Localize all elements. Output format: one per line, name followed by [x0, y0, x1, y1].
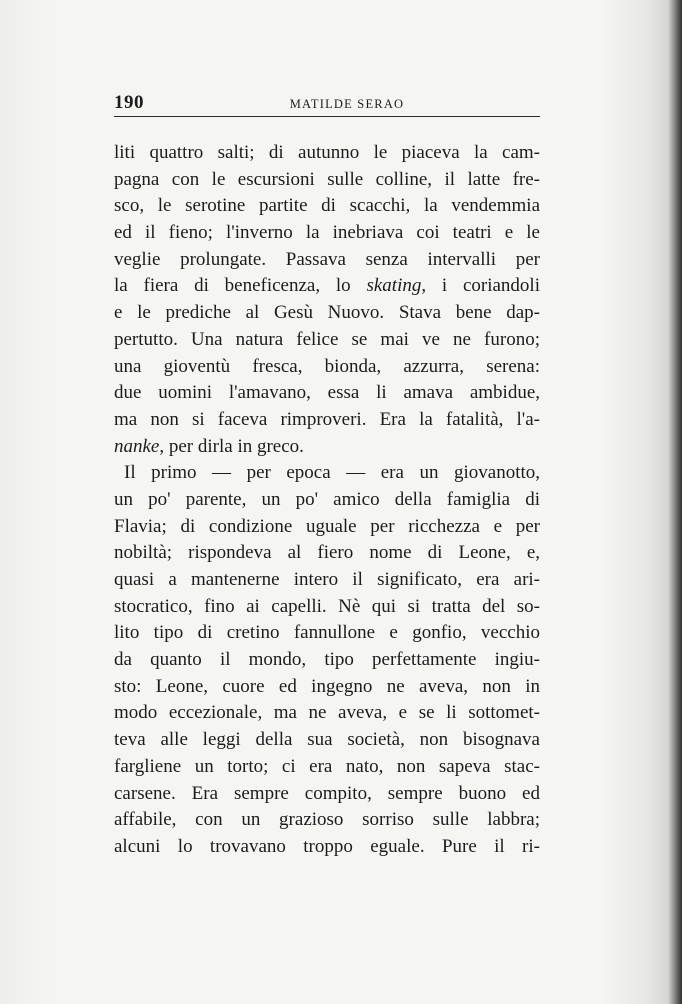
text-line: Flavia; di condizione uguale per ricchezza e per [114, 515, 540, 537]
text-line: sco, le serotine partite di scacchi, la vendemmia [114, 195, 540, 217]
text-line: quasi a mantenerne intero il significato, era ari- [114, 569, 540, 590]
text-line: lito tipo di cretino fannullone e gonfio, vecchio [114, 622, 540, 644]
text-line: modo eccezionale, ma ne aveva, e se li sottomet- [114, 702, 540, 724]
text-line: una gioventù fresca, bionda, azzurra, serena: [114, 355, 540, 377]
text-line: e le prediche al Gesù Nuovo. Stava bene dap- [114, 302, 540, 324]
text-line: Il primo — per epoca — era un giovanotto, [124, 462, 540, 484]
text-line: nanke, per dirla in greco. [114, 435, 304, 457]
text-line: un po' parente, un po' amico della famiglia di [114, 488, 540, 510]
text-line: nobiltà; rispondeva al fiero nome di Leone, e, [114, 542, 540, 564]
text-line: sto: Leone, cuore ed ingegno ne aveva, non in [114, 675, 540, 697]
text-line: alcuni lo trovavano troppo eguale. Pure il ri- [114, 835, 540, 857]
text-line: veglie prolungate. Passava senza intervalli per [114, 248, 540, 270]
text-line: due uomini l'amavano, essa li amava ambidue, [114, 382, 540, 404]
text-line: pagna con le escursioni sulle colline, il latte fre- [114, 168, 540, 190]
body-text [114, 140, 540, 861]
text-line: la fiera di beneficenza, lo skating, i coriandoli [114, 275, 540, 297]
text-line: pertutto. Una natura felice se mai ve ne furono; [114, 328, 540, 350]
text-line: liti quattro salti; di autunno le piaceva la cam- [114, 142, 540, 163]
text-line: carsene. Era sempre compito, sempre buono ed [114, 782, 540, 804]
italic-word: skating [366, 275, 422, 297]
text-line: da quanto il mondo, tipo perfettamente ingiu- [114, 649, 540, 671]
italic-word: nanke [114, 435, 160, 457]
page-spine-shadow [668, 0, 682, 1004]
page-number: 190 [114, 92, 144, 113]
page-header [114, 92, 540, 117]
running-title: MATILDE SERAO [289, 97, 405, 111]
text-line: fargliene un torto; ci era nato, non sapeva stac- [114, 755, 540, 777]
text-line: ma non si faceva rimproveri. Era la fatalità, l'a- [114, 408, 540, 430]
text-line: ed il fieno; l'inverno la inebriava coi teatri e le [114, 222, 540, 244]
text-line: teva alle leggi della sua società, non bisognava [114, 729, 540, 751]
text-line: affabile, con un grazioso sorriso sulle labbra; [114, 809, 540, 831]
text-line: stocratico, fino ai capelli. Nè qui si tratta del so- [114, 595, 540, 617]
